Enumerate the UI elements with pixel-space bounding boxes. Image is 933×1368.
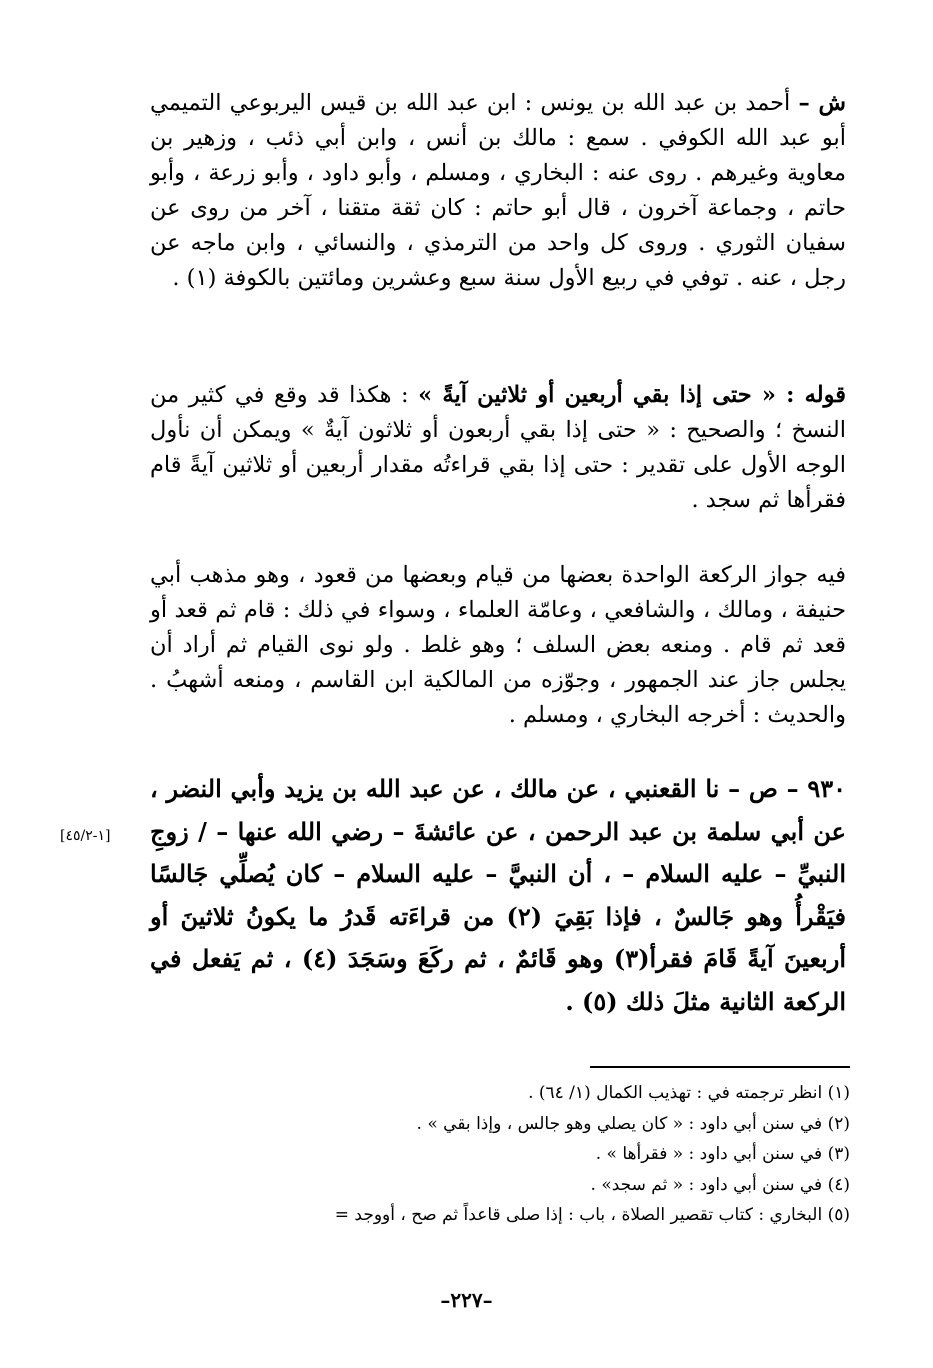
commentary-paragraph-ruling — [150, 558, 846, 733]
footnote-4: (٤) في سنن أبي داود : « ثم سجد» . — [590, 1174, 850, 1195]
footnote-1: (١) انظر ترجمته في : تهذيب الكمال (١/ ٦٤) . — [528, 1083, 850, 1103]
paragraph-text: فيه جواز الركعة الواحدة بعضها من قيام وبعضها من قعود ، وهو مذهب أبي حنيفة ، ومالك ، والشافعي ، وعامّة العلماء ، وسواء في ذلك : قام ثم قعد أو قعد ثم قام . ومنعه بعض السلف ؛ وهو غلط . ولو نوى القيام ثم أراد أن يجلس جاز عند الجمهور ، وجوّزه من المالكية ابن القاسم ، ومنعه أشهبُ . والحديث : أخرجه البخاري ، ومسلم . — [150, 562, 846, 728]
page-number: –٢٢٧– — [440, 1288, 493, 1312]
footnote-2: (٢) في سنن أبي داود : « كان يصلي وهو جالس ، وإذا بقي » . — [416, 1113, 850, 1134]
quoted-phrase: قوله : « حتى إذا بقي أربعين أو ثلاثين آيةً » — [418, 382, 846, 408]
section-marker: ش – — [798, 90, 846, 116]
footnote-5: (٥) البخاري : كتاب تقصير الصلاة ، باب : إذا صلى قاعداً ثم صح ، أووجد = — [334, 1205, 850, 1225]
margin-manuscript-reference: [١-٤٥/٢] — [60, 828, 111, 844]
commentary-paragraph-narrator-bio — [150, 86, 846, 296]
paragraph-text: : هكذا قد وقع في كثير من النسخ ؛ والصحيح : « حتى إذا بقي أربعون أو ثلاثون آيةٌ » ويمكن أن نأول الوجه الأول على تقدير : حتى إذا بقي قراءتُه مقدار أربعين أو ثلاثين آيةً قام فقرأها ثم سجد . — [150, 382, 846, 513]
hadith-text: ٩٣٠ – ص – نا القعنبي ، عن مالك ، عن عبد الله بن يزيد وأبي النضر ، عن أبي سلمة بن عبد الرحمن ، عن عائشةَ – رضي الله عنها – / زوجِ النبيِّ – عليه السلام – ، أن النبيَّ – عليه السلام – كان يُصلِّي جَالسًا فيَقْرأُ وهو جَالسٌ ، فإذا بَقِيَ (٢) من قراءَته قَدرُ ما يكونُ ثلاثينَ أو أربعينَ آيةً قَامَ فقرأ(٣) وهو قَائمٌ ، ثم ركَعَ وسَجَدَ (٤) ، ثم يَفعل في الركعة الثانية مثلَ ذلك (٥) . — [150, 774, 846, 1016]
footnotes — [150, 1078, 850, 1231]
commentary-paragraph-phrase — [150, 378, 846, 518]
hadith-paragraph — [150, 768, 846, 1023]
footnote-3: (٣) في سنن أبي داود : « فقرأها » . — [595, 1144, 850, 1164]
paragraph-text: أحمد بن عبد الله بن يونس : ابن عبد الله بن قيس اليربوعي التميمي أبو عبد الله الكوفي . سمع : مالك بن أنس ، وابن أبي ذئب ، وزهير بن معاوية وغيرهم . روى عنه : البخاري ، ومسلم ، وأبو داود ، وأبو زرعة ، وأبو حاتم ، وجماعة آخرون ، قال أبو حاتم : كان ثقة متقنا ، آخر من روى عن سفيان الثوري . وروى كل واحد من الترمذي ، والنسائي ، وابن ماجه عن رجل ، عنه . توفي في ربيع الأول سنة سبع وعشرين ومائتين بالكوفة (١) . — [150, 90, 846, 291]
footnote-divider — [590, 1066, 850, 1068]
